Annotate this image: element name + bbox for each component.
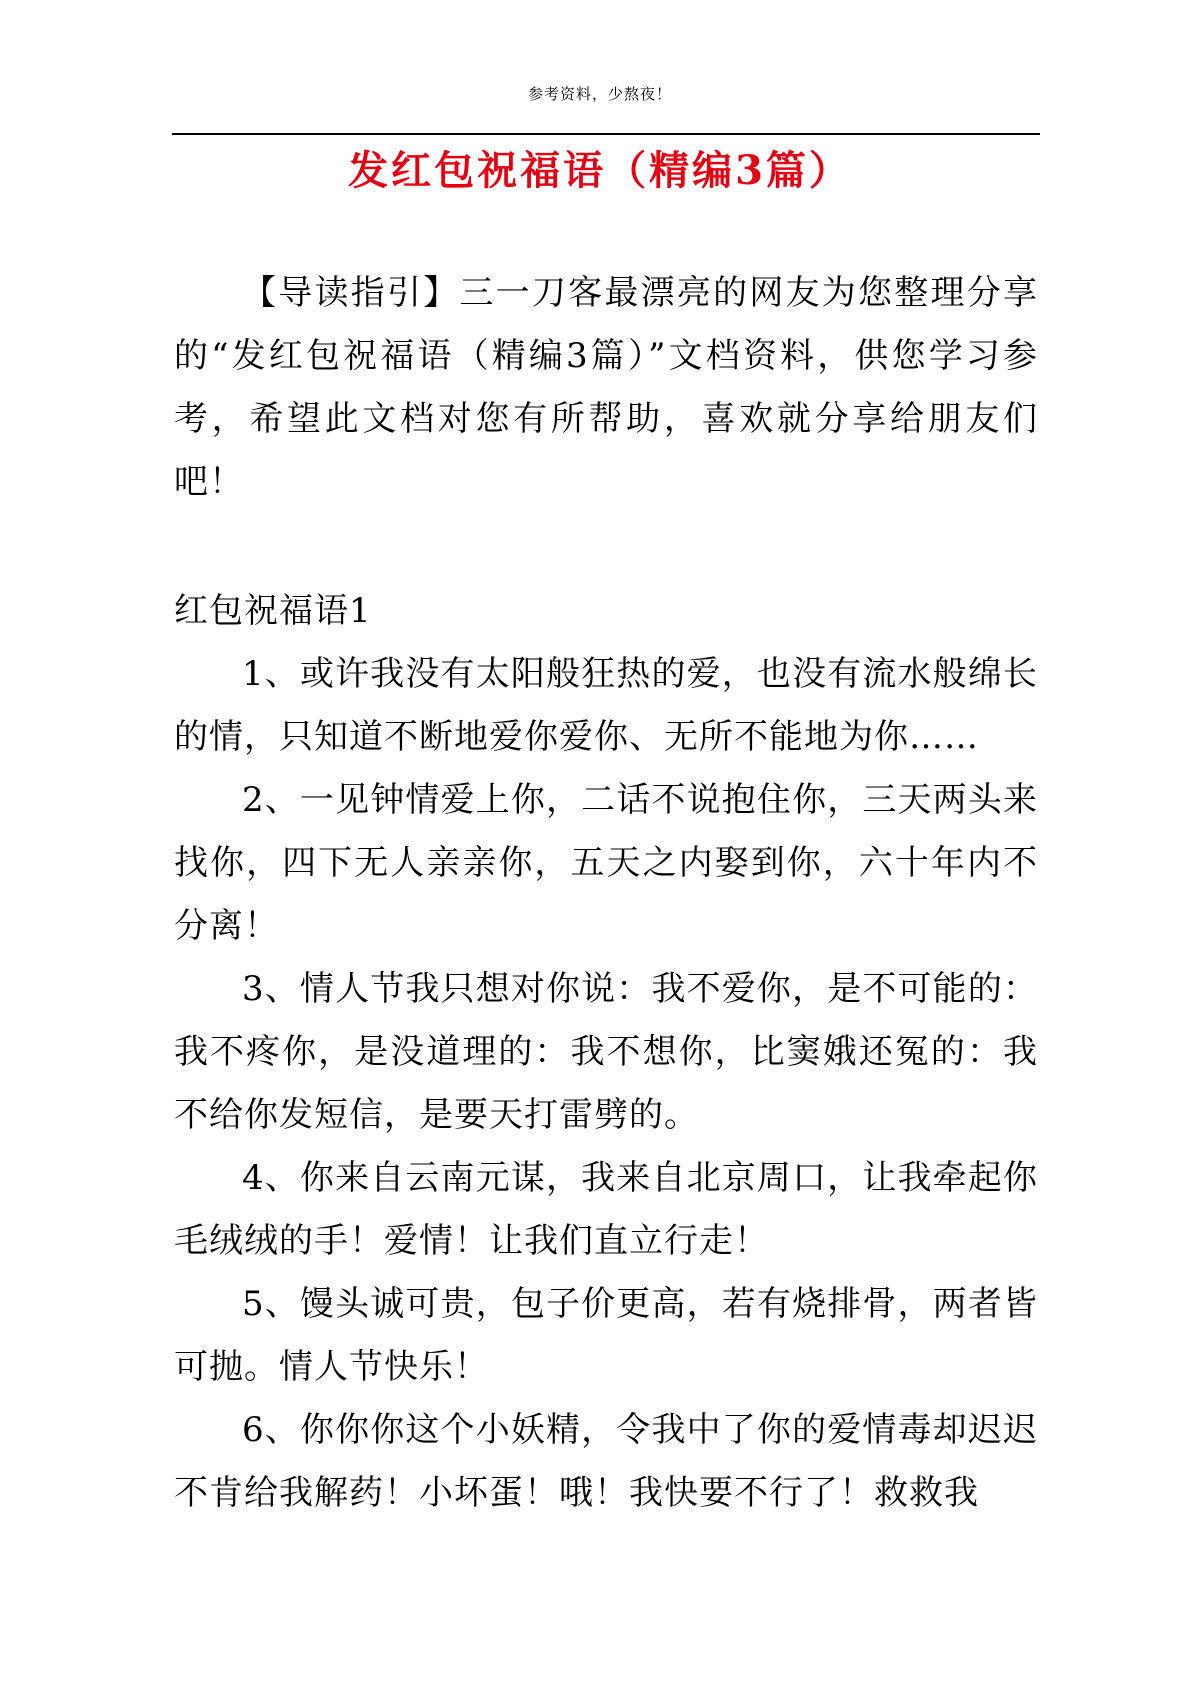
header-note: 参考资料，少熬夜！ xyxy=(527,85,672,103)
intro-block xyxy=(174,262,1038,514)
intro-paragraph: 【导读指引】三一刀客最漂亮的网友为您整理分享的“发红包祝福语（精编3篇）”文档资料，供您学习参考，希望此文档对您有所帮助，喜欢就分享给朋友们吧！ xyxy=(174,273,1038,502)
blessing-item: 1、或许我没有太阳般狂热的爱，也没有流水般绵长的情，只知道不断地爱你爱你、无所不能地为你…… xyxy=(174,654,1038,757)
header-divider xyxy=(172,133,1040,135)
blessing-item: 6、你你你这个小妖精，令我中了你的爱情毒却迟迟不肯给我解药！小坏蛋！哦！我快要不行了！救救我 xyxy=(174,1410,1038,1513)
blessing-item: 4、你来自云南元谋，我来自北京周口，让我牵起你毛绒绒的手！爱情！让我们直立行走！ xyxy=(174,1158,1038,1261)
section-heading: 红包祝福语1 xyxy=(174,591,372,631)
blessing-item: 2、一见钟情爱上你，二话不说抱住你，三天两头来找你，四下无人亲亲你，五天之内娶到你，六十年内不分离！ xyxy=(174,780,1038,946)
blessing-item: 3、情人节我只想对你说：我不爱你，是不可能的：我不疼你，是没道理的：我不想你，比窦娥还冤的：我不给你发短信，是要天打雷劈的。 xyxy=(174,969,1038,1135)
section-content xyxy=(174,580,1038,1525)
blessing-item: 5、馒头诚可贵，包子价更高，若有烧排骨，两者皆可抛。情人节快乐！ xyxy=(174,1284,1038,1387)
document-title: 发红包祝福语（精编3篇） xyxy=(348,147,852,194)
